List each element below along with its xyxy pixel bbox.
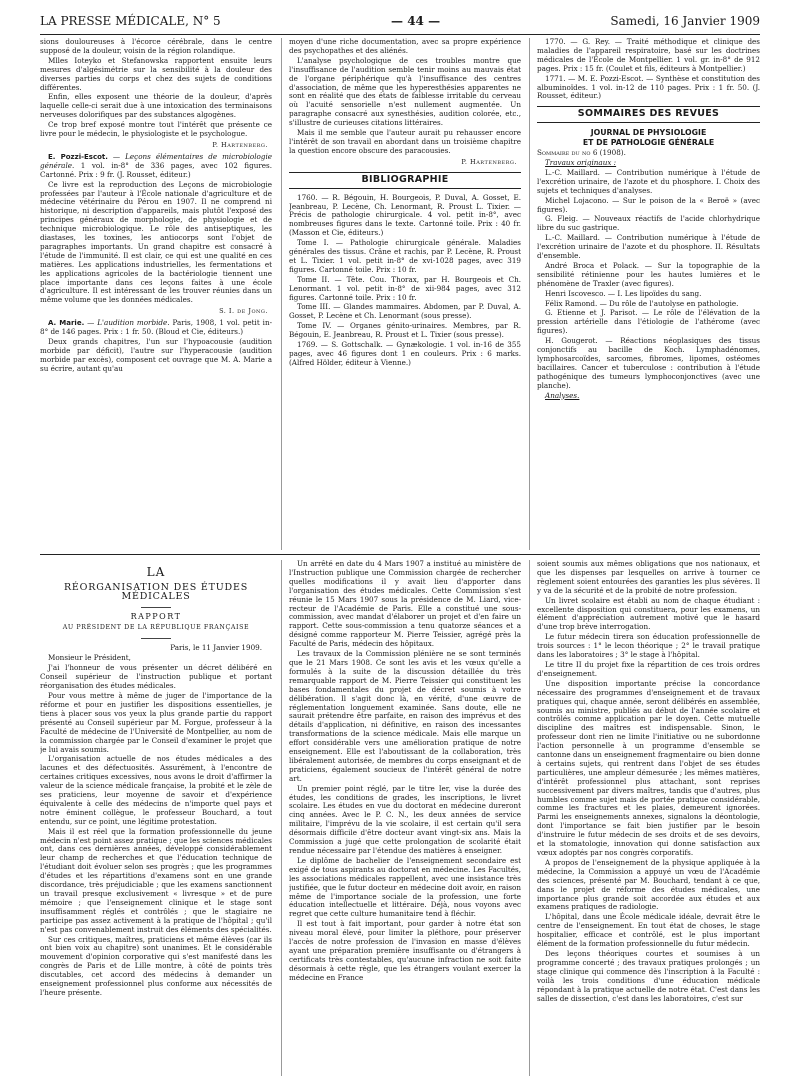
bibliography-volume: Tome II. — Tête. Cou. Thorax, par H. Bourgeois et Ch. Lenormant. 1 vol. petit in-8° de xii-984 pages, avec 312 figures. Cartonné toile. Prix : 10 fr. xyxy=(289,274,521,302)
paragraph: soient soumis aux mêmes obligations que nos nationaux, et que les dispenses par lesquelles on arrive à tourner ce règlement soient entourées des garanties les plus sévères. Il y va de la sécurité et de la probité de notre profession. xyxy=(537,560,760,595)
paragraph: Le diplôme de bachelier de l'enseignement secondaire est exigé de tous aspirants au doctorat en médecine. Les Facultés, les associations médicales rappellent, avec une insistance très justifiée, que le futur docteur en médecine doit avoir, en raison même de l'importance sociale de la profession, une forte éducation intellectuelle et littéraire. Déjà, nous voyons avec regret que cette culture humanitaire tend à fléchir. xyxy=(289,855,521,919)
summary-item: André Broca et Polack. — Sur la topographie de la sensibilité rétinienne pour les hautes lumières et le phénomène de Traxler (avec figures). xyxy=(537,260,760,288)
column-divider xyxy=(281,560,282,1076)
review-book-details: Paris, 1908, 1 vol. petit in-8° de 146 pages. Prix : 1 fr. 50. (Bloud et Cie, éditeurs.) xyxy=(40,318,272,337)
bibliography-entry: 1769. — S. Gottschalk. — Gynækologie. 1 vol. in-16 de 355 pages, avec 46 figures dont 1 en couleurs. Prix : 6 marks. (Alfred Hölder, éditeur à Vienne.) xyxy=(289,340,521,367)
paragraph: Un livret scolaire est établi au nom de chaque étudiant : excellente disposition qui constituera, pour les examens, un élément d'appréciation autrement motivé que le hasard d'une trop brève interrogation. xyxy=(537,595,760,632)
review-book-details: 1 vol. in-8° de 336 pages, avec 102 figures. Cartonné. Prix : 9 fr. (J. Rousset, éditeur.) xyxy=(40,160,272,179)
review-heading: A. Marie. — L'audition morbide. Paris, 1908, 1 vol. petit in-8° de 146 pages. Prix : 1 fr. 50. (Bloud et Cie, éditeurs.) xyxy=(40,318,272,337)
paragraph: Mais il me semble que l'auteur aurait pu rehausser encore l'intérêt de son travail en abordant dans un troisième chapitre la question encore obscure des paracousies. xyxy=(289,128,521,155)
column-divider xyxy=(281,38,282,550)
paragraph: Pour vous mettre à même de juger de l'importance de la réforme et pour en justifier les dispositions essentielles, je tiens à placer sous vos yeux la plus grande partie du rapport présenté au Conseil supérieur par M. Forgue, professeur à la Faculté de médecine de l'Université de Montpellier, au nom de la commission chargée par le Conseil d'examiner le projet que je lui avais soumis. xyxy=(40,691,272,754)
journal-issue: Sommaire du no 6 (1908). xyxy=(537,148,626,158)
header-publication: LA PRESSE MÉDICALE, N° 5 xyxy=(40,14,221,28)
bibliography-volume: Tome III. — Glandes mammaires. Abdomen, par P. Duval, A. Gosset, P. Lecène et Ch. Lenormant (sous presse). xyxy=(289,302,521,321)
section-rule xyxy=(40,554,760,555)
paragraph: Mais il est réel que la formation professionnelle du jeune médecin n'est point assez pratique ; que les sciences médicales ont, dans ces dernières années, développé considérablement leur champ de recherches et que l'éducation technique de l'étudiant doit évoluer selon ses progrès ; que les programmes d'études et les répartitions d'examens sont en une grande discordance, très préjudiciable ; que les examens sanctionnent un travail presque exclusivement « livresque » et de pure mémoire ; que l'enseignement clinique et le stage sont insuffisamment réglés et contrôlés ; que le stagiaire ne participe pas assez activement à la pratique de l'hôpital ; qu'il n'est pas convenablement instruit des éléments des spécialités. xyxy=(40,826,272,934)
summary-item: Michel Lojacono. — Sur le poison de la « Beroë » (avec figures). xyxy=(537,195,760,214)
bibliography-volume: Tome I. — Pathologie chirurgicale générale. Maladies générales des tissus. Crâne et rachis, par P. Lecène, R. Proust et L. Tixier. 1 vol. petit in-8° de xvi-1028 pages, avec 319 figures. Cartonné toile. Prix : 10 fr. xyxy=(289,238,521,274)
paragraph: L'hôpital, dans une École médicale idéale, devrait être le centre de l'enseignement. En tout état de choses, le stage hospitalier, efficace et contrôlé, est le plus important élément de la formation professionnelle du futur médecin. xyxy=(537,912,760,949)
article-title-block xyxy=(40,565,272,639)
paragraph: Sur ces critiques, maîtres, praticiens et même élèves (car ils ont bien voix au chapitre) sont unanimes. Et le considérable mouvement d'opinion corporative qui s'est manifesté dans les congrès de Paris et de Lille montre, à côté de points très discutables, cet accord des médecins à demander un enseignement professionnel plus conforme aux nécessités de l'heure présente. xyxy=(40,934,272,997)
summary-item: G. Etienne et J. Parisot. — Le rôle de l'élévation de la pression artérielle dans l'étiologie de l'athérome (avec figures). xyxy=(537,308,760,336)
review-book-title: L'audition morbide. xyxy=(97,318,170,328)
header-rule xyxy=(40,34,760,35)
paragraph: J'ai l'honneur de vous présenter un décret délibéré en Conseil supérieur de l'instruction publique et portant réorganisation des études médicales. xyxy=(40,663,272,691)
paragraph: Un arrêté en date du 4 Mars 1907 a institué au ministère de l'Instruction publique une Commission chargée de rechercher quelles modifications il y avait lieu d'apporter dans l'organisation des études médicales. Cette Commission s'est réunie le 15 Mars 1907 sous la présidence de M. Liard, vice-recteur de l'Académie de Paris. Elle a constitué une sous-commission, avec mandat d'élaborer un projet et d'en faire un rapport. Cette sous-commission a tenu quatorze séances et a désigné comme rapporteur M. Pierre Teissier, agrégé près la Faculté de Paris, médecin des hôpitaux. xyxy=(289,560,521,649)
paragraph: Le futur médecin tirera son éducation professionnelle de trois sources : 1° le lecon théorique ; 2° le travail pratique dans les laboratoires ; 3° le stage à l'hôpital. xyxy=(537,632,760,660)
summary-item: G. Fleig. — Nouveaux réactifs de l'acide chlorhydrique libre du suc gastrique. xyxy=(537,214,760,233)
column-bibliography xyxy=(289,38,521,550)
article-addressee: AU PRÉSIDENT DE LA RÉPUBLIQUE FRANÇAISE xyxy=(62,623,250,631)
header-page-number: — 44 — xyxy=(391,14,441,28)
paragraph: L'organisation actuelle de nos études médicales a des lacunes et des défectuosités. Assurément, à l'encontre de certaines critiques excessives, nous avons le droit d'affirmer la valeur de la science médicale française, la probité et le zèle de ses praticiens, leur moyenne de savoir et d'expérience équivalente à celle des médecins de n'importe quel pays et notre éminent collègue, le professeur Bouchard, a tout entendu, sur ce point, une légitime protestation. xyxy=(40,754,272,826)
summary-item: H. Gougerot. — Réactions néoplasiques des tissus conjonctifs au bacille de Koch. Lymphadénomes, lymphosarcoïdes, sarcomes, fibromes, lipomes, ostéomes bacillaires. Cancer et tuberculose : contribution à l'étude pathogénique des tumeurs lymphoconjonctives (avec une planche). xyxy=(537,336,760,390)
article-subtitle: RAPPORT xyxy=(130,611,182,621)
section-title-bibliographie: BIBLIOGRAPHIE xyxy=(289,172,521,189)
header-date: Samedi, 16 Janvier 1909 xyxy=(610,14,760,28)
review-heading: E. Pozzi-Escot. — Leçons élémentaires de microbiologie générale. 1 vol. in-8° de 336 pages, avec 102 figures. Cartonné. Prix : 9 fr. (J. Rousset, éditeur.) xyxy=(40,151,272,179)
review-author: E. Pozzi-Escot. xyxy=(48,152,108,161)
paragraph: Ce trop bref exposé montre tout l'intérêt que présente ce livre pour le médecin, le physiologiste et le psychologue. xyxy=(40,120,272,139)
paragraph: Une disposition importante précise la concordance nécessaire des programmes d'enseignement et de travaux pratiques qui, chaque année, seront délibérés en assemblée, soumis au ministre, publiés au début de l'année scolaire et contrôlés comme application par le doyen. Cette mutuelle discipline des maîtres est indispensable. Sinon, le professeur dont rien ne limite l'initiative ou ne subordonne l'action personnelle à un programme d'ensemble se cantonne dans un enseignement fragmentaire ou bien donne à certains sujets, qui rentrent dans l'objet de ses études particulières, une ampleur démesurée ; les mêmes matières, d'intérêt professionnel plus attachant, sont reprises successivement par divers maîtres, tandis que d'autres, plus humbles comme sujet mais de portée pratique considérable, comme les fractures et les plaies, demeurent ignorées. Parmi les enseignements annexes, signalons la déontologie, dont l'importance se fait bien justifier par le besoin d'instruire le futur médecin de ses droits et de ses devoirs, et la stomatologie, innovation qui donne satisfaction aux vœux adoptés par nos congrès corporatifs. xyxy=(537,678,760,857)
review-signature: P. Hartenberg. xyxy=(461,157,517,166)
paragraph: Ce livre est la reproduction des Leçons de microbiologie professées par l'auteur à l'École nationale d'agriculture et de médecine vétérinaire du Pérou en 1907. Il ne comprend ni historique, ni description d'appareils, mais plutôt l'exposé des principes généraux de morphologie, de physiologie et de technique microbiologique. Le rôle des antiseptiques, les diastases, les toxines, les antiocorps sont l'objet de paragraphes importants. Un grand chapitre est consacré à l'étude de l'immunité. Il est clair, ce qui est une qualité en ces matières. Les applications industrielles, les fermentations et les applications agricoles de la bactériologie tiennent une place importante dans ces leçons faites à une école d'agriculture. Il est intéressant de les trouver réunies dans un même volume que les données médicales. xyxy=(40,179,272,305)
paragraph: Des leçons théoriques courtes et soumises à un programme concerté ; des travaux pratiques prolongés ; un stage clinique qui commence dès l'inscription à la Faculté : voilà les trois conditions d'une éducation médicale répondant à la pratique actuelle de notre état. C'est dans les salles de dissection, c'est dans les laboratoires, c'est sur xyxy=(537,948,760,1003)
column-divider xyxy=(529,38,530,550)
journal-title xyxy=(537,128,760,147)
journal-title-line: JOURNAL DE PHYSIOLOGIE xyxy=(590,128,707,138)
title-ornament-rule xyxy=(141,607,171,608)
analyses-heading: Analyses. xyxy=(545,390,580,400)
section-title-sommaires: SOMMAIRES DES REVUES xyxy=(537,106,760,123)
paragraph: Les travaux de la Commission plénière ne se sont terminés que le 21 Mars 1908. Ce sont les avis et les vœux qu'elle a formulés à la suite de la discussion détaillée du très remarquable rapport de M. Pierre Teissier qui constituent les bases fondamentales du projet de décret soumis à votre délibération. Il s'agit donc là, en vérité, d'une œuvre de réglementation longuement examinée. Sans doute, elle ne saurait prétendre être parfaite, en raison des imprévus et des détails d'application, ni définitive, en raison des incessantes transformations de la science médicale. Mais elle marque un effort considérable vers une amélioration pratique de notre enseignement. Elle est l'aboutissant de la collaboration, très libéralement autorisée, de membres du corps enseignant et de praticiens, également soucieux de l'intérêt général de notre art. xyxy=(289,649,521,783)
paragraph: Mlles Ioteyko et Stefanowska rapportent ensuite leurs mesures d'algésimétrie sur la sensibilité à la douleur des diverses parties du corps et chez des sujets de conditions différentes. xyxy=(40,55,272,92)
summary-item: L.-C. Maillard. — Contribution numérique à l'étude de l'excrétion urinaire de l'azote et du phosphore. II. Résultats d'ensemble. xyxy=(537,233,760,261)
review-book-title: Leçons élémentaires de microbiologie générale. xyxy=(40,151,272,170)
column-reviews-left xyxy=(40,38,272,550)
article-dateline: Paris, le 11 Janvier 1909. xyxy=(170,642,262,652)
column-divider xyxy=(529,560,530,1076)
summary-item: L.-C. Maillard. — Contribution numérique à l'étude de l'excrétion urinaire, de l'azote et du phosphore. I. Choix des sujets et techniques d'analyses. xyxy=(537,167,760,195)
running-header xyxy=(40,14,760,32)
original-works-heading: Travaux originaux : xyxy=(545,157,617,167)
paragraph: Le titre II du projet fixe la répartition de ces trois ordres d'enseignement. xyxy=(537,659,760,678)
salutation: Monsieur le Président, xyxy=(48,653,131,663)
article-title: RÉORGANISATION DES ÉTUDES MÉDICALES xyxy=(63,581,249,602)
summary-item: Félix Ramond. — Du rôle de l'autolyse en pathologie. xyxy=(545,298,739,308)
paragraph: Enfin, elles exposent une théorie de la douleur, d'après laquelle celle-ci serait due à une intoxication des terminaisons nerveuses dolorifiques par des substances algogènes. xyxy=(40,92,272,120)
paragraph: A propos de l'enseignement de la physique appliquée à la médecine, la Commission a appuyé un vœu de l'Académie des sciences, présenté par M. Bouchard, tendant à ce que, dans le projet de réforme des études médicales, une importance plus grande soit accordée aux études et aux examens pratiques de radiologie. xyxy=(537,857,760,912)
bibliography-entry: 1770. — G. Rey. — Traité méthodique et clinique des maladies de l'appareil respiratoire, basé sur les doctrines médicales de l'École de Montpellier. 1 vol. gr. in-8° de 912 pages. Prix : 15 fr. (Coulet et fils, éditeurs à Montpellier.) xyxy=(537,38,760,73)
bibliography-entry: 1771. — M. E. Pozzi-Escot. — Synthèse et constitution des albuminoïdes. 1 vol. in-12 de 110 pages. Prix : 1 fr. 50. (J. Rousset, éditeur.) xyxy=(537,73,760,101)
article-title-la: LA xyxy=(146,565,166,579)
column-reviews-summaries xyxy=(537,38,760,550)
summary-item: Henri Iscovesco. — I. Les lipoïdes du sang. xyxy=(545,288,702,298)
journal-title-line: ET DE PATHOLOGIE GÉNÉRALE xyxy=(582,137,715,147)
article-column-2 xyxy=(289,560,521,1076)
paragraph: Il est tout à fait important, pour garder à notre état son niveau moral élevé, pour limiter la pléthore, pour préserver l'accès de notre profession de l'invasion en masse d'élèves ayant une préparation première insuffisante ou d'étrangers à certificats très contestables, qu'aucune infraction ne soit faite désormais à cette règle, que les étrangers voulant exercer la médecine en France xyxy=(289,919,521,982)
review-signature: S. I. de Jong. xyxy=(219,307,268,316)
review-author: A. Marie. xyxy=(48,319,85,328)
paragraph: Un premier point réglé, par le titre Ier, vise la durée des études, les conditions de grades, les inscriptions, le livret scolaire. Les études en vue du doctorat en médecine dureront cinq années. Avec le P. C. N., les deux années de service militaire, l'imprévu de la vie scolaire, il est certain qu'il sera désormais difficile d'être docteur avant vingt-six ans. Mais la Commission a jugé que cette prolongation de scolarité était rendue nécessaire par l'étendue des matières à enseigner. xyxy=(289,783,521,855)
bibliography-volume: Tome IV. — Organes génito-urinaires. Membres, par R. Bégouin, E. Jeanbreau, R. Proust et L. Tixier (sous presse). xyxy=(289,321,521,340)
review-signature: P. Hartenberg. xyxy=(212,140,268,149)
bibliography-entry: 1760. — R. Bégouin, H. Bourgeois, P. Duval, A. Gosset, E. Jeanbreau, P. Lecène, Ch. Lenormant, R. Proust L. Tixier. — Précis de pathologie chirurgicale. 4 vol. petit in-8°, avec nombreuses figures dans le texte. Cartonné toile. Prix : 40 fr. (Masson et Cie, éditeurs.) xyxy=(289,192,521,238)
paragraph: Deux grands chapitres, l'un sur l'hypoacousie (audition morbide par déficit), l'autre sur l'hyperacousie (audition morbide par excès), composent cet ouvrage que M. A. Marie a su écrire, autant qu'au xyxy=(40,337,272,373)
paragraph: sions douloureuses à l'écorce cérébrale, dans le centre supposé de la douleur, voisin de la région rolandique. xyxy=(40,38,272,55)
article-column-1 xyxy=(40,560,272,1076)
article-column-3 xyxy=(537,560,760,1076)
paragraph: moyen d'une riche documentation, avec sa propre expérience des psychopathes et des aliénés. xyxy=(289,38,521,55)
title-ornament-rule xyxy=(141,638,171,639)
paragraph: L'analyse psychologique de ces troubles montre que l'insuffisance de l'audition semble tenir moins au mauvais état de l'organe périphérique qu'à l'insuffisance des centres d'association, de même que les hyperesthésies apparentes ne sont en réalité que des états de faiblesse irritable du cerveau où l'acuité sensorielle n'est nullement augmentée. Un paragraphe consacré aux synesthésies, audition colorée, etc., s'illustre de curieuses citations littéraires. xyxy=(289,55,521,128)
